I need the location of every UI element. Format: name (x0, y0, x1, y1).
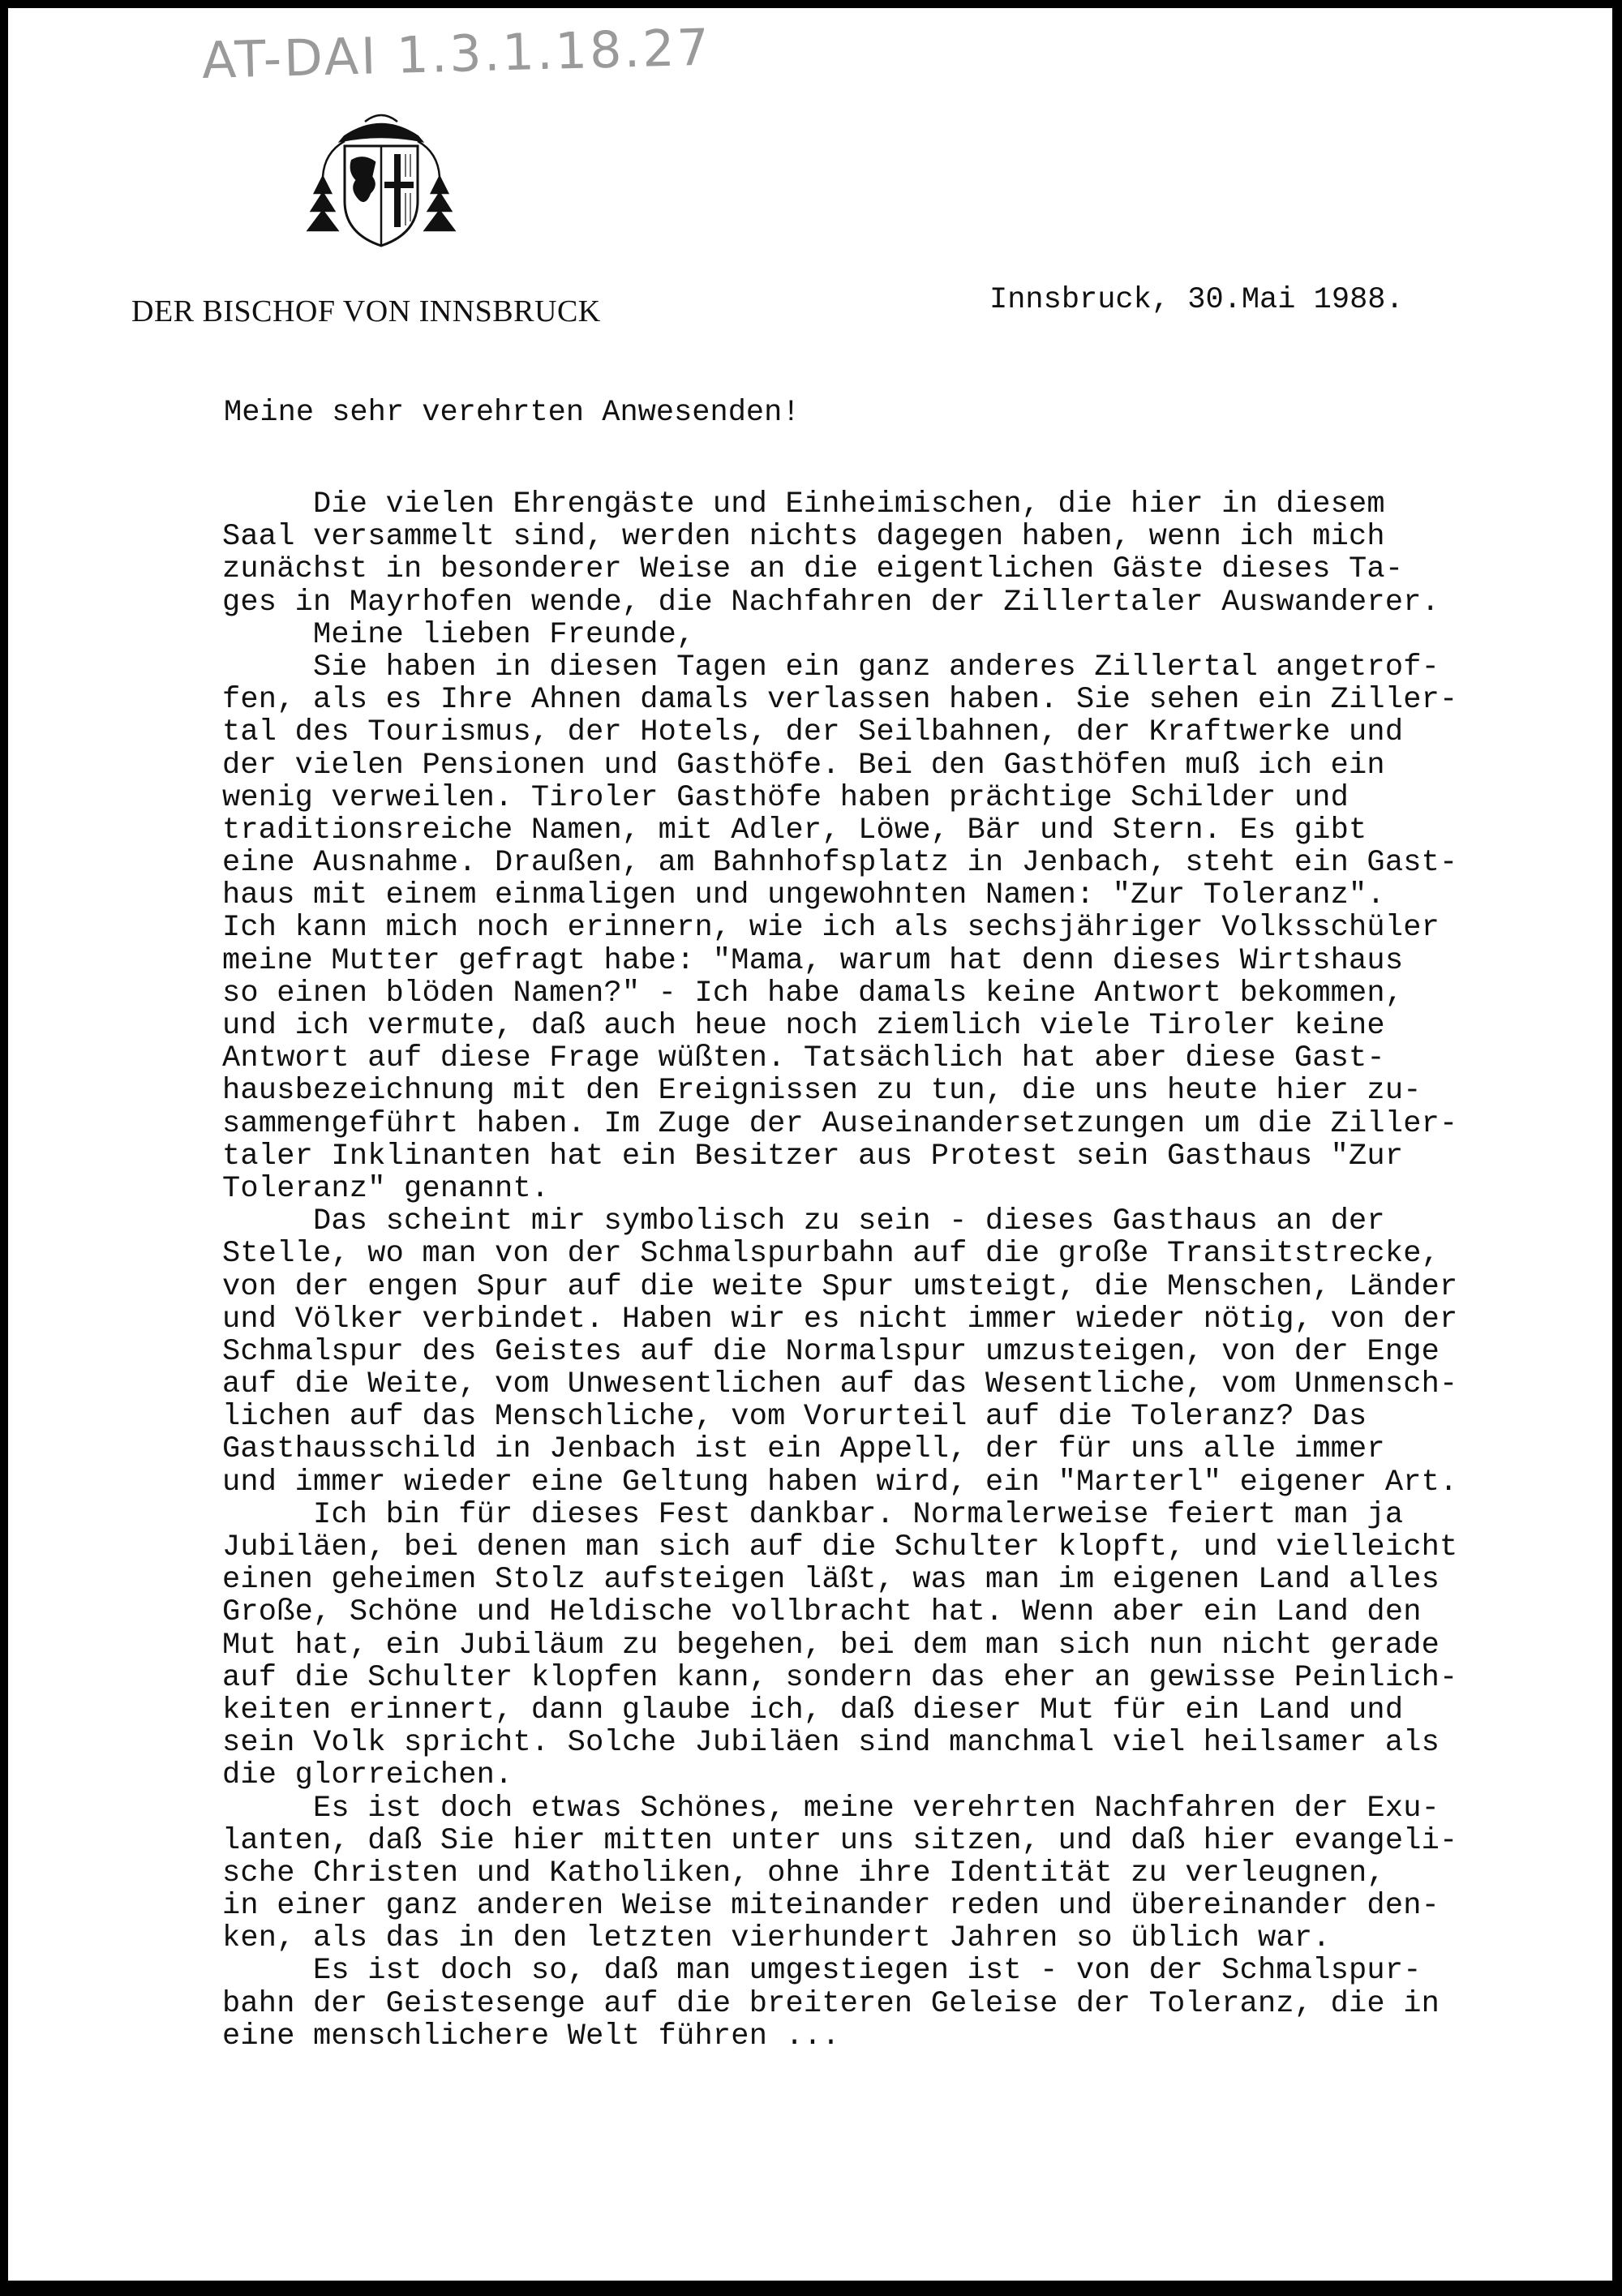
body-line: die glorreichen. (222, 1758, 513, 1793)
body-line: Sie haben in diesen Tagen ein ganz anderes Zillertal angetrof- (313, 650, 1440, 685)
body-line: lichen auf das Menschliche, vom Vorurteil auf die Toleranz? Das (222, 1400, 1367, 1435)
body-line: Jubiläen, bei denen man sich auf die Schulter klopft, und vielleicht (222, 1530, 1458, 1564)
body-line: Mut hat, ein Jubiläum zu begehen, bei dem man sich nun nicht gerade (222, 1628, 1440, 1663)
body-line: meine Mutter gefragt habe: "Mama, warum hat denn dieses Wirtshaus (222, 943, 1404, 978)
body-line: Toleranz" genannt. (222, 1171, 550, 1206)
body-line: ken, als das in den letzten vierhundert Jahren so üblich war. (222, 1921, 1331, 1956)
body-line: ges in Mayrhofen wende, die Nachfahren der Zillertaler Auswanderer. (222, 585, 1440, 620)
body-line: Ich kann mich noch erinnern, wie ich als sechsjähriger Volksschüler (222, 911, 1440, 946)
body-line: tal des Tourismus, der Hotels, der Seilbahnen, der Kraftwerke und (222, 715, 1404, 750)
body-line: Saal versammelt sind, werden nichts dagegen haben, wenn ich mich (222, 520, 1385, 555)
body-line: sche Christen und Katholiken, ohne ihre Identität zu verleugnen, (222, 1856, 1385, 1890)
body-line: Gasthausschild in Jenbach ist ein Appell, der für uns alle immer (222, 1432, 1385, 1467)
body-line: hausbezeichnung mit den Ereignissen zu tun, die uns heute hier zu- (222, 1074, 1422, 1109)
archive-signature-stamp: AT-DAI 1.3.1.18.27 (201, 17, 712, 90)
body-line: Es ist doch so, daß man umgestiegen ist - von der Schmalspur- (313, 1954, 1422, 1989)
body-line: taler Inklinanten hat ein Besitzer aus Protest sein Gasthaus "Zur (222, 1139, 1404, 1174)
body-line: Das scheint mir symbolisch zu sein - dieses Gasthaus an der (313, 1204, 1385, 1239)
body-line: Die vielen Ehrengäste und Einheimischen, die hier in diesem (313, 487, 1385, 521)
body-line: einen geheimen Stolz aufsteigen läßt, was man im eigenen Land alles (222, 1563, 1440, 1598)
letter-body (222, 488, 1552, 2053)
body-line: Schmalspur des Geistes auf die Normalspur umzusteigen, von der Enge (222, 1334, 1440, 1369)
body-line: eine Ausnahme. Draußen, am Bahnhofsplatz in Jenbach, steht ein Gast- (222, 846, 1458, 881)
body-line: fen, als es Ihre Ahnen damals verlassen haben. Sie sehen ein Ziller- (222, 683, 1458, 718)
letter-page (8, 8, 1612, 2281)
body-line: sammengeführt haben. Im Zuge der Auseinandersetzungen um die Ziller- (222, 1106, 1458, 1141)
body-line: Meine lieben Freunde, (313, 617, 695, 652)
body-line: eine menschlichere Welt führen ... (222, 2019, 840, 2054)
body-line: so einen blöden Namen?" - Ich habe damals keine Antwort bekommen, (222, 976, 1404, 1011)
letter-date: Innsbruck, 30.Mai 1988. (989, 283, 1404, 317)
body-line: Ich bin für dieses Fest dankbar. Normalerweise feiert man ja (313, 1497, 1404, 1532)
body-line: und Völker verbindet. Haben wir es nicht immer wieder nötig, von der (222, 1302, 1458, 1337)
body-line: Antwort auf diese Frage wüßten. Tatsächlich hat aber diese Gast- (222, 1041, 1385, 1076)
body-line: Es ist doch etwas Schönes, meine verehrten Nachfahren der Exu- (313, 1791, 1440, 1826)
body-line: Stelle, wo man von der Schmalspurbahn auf die große Transitstrecke, (222, 1237, 1440, 1272)
body-line: zunächst in besonderer Weise an die eigentlichen Gäste dieses Ta- (222, 552, 1404, 587)
body-line: von der engen Spur auf die weite Spur umsteigt, die Menschen, Länder (222, 1269, 1458, 1304)
body-line: haus mit einem einmaligen und ungewohnten Namen: "Zur Toleranz". (222, 878, 1385, 913)
body-line: auf die Weite, vom Unwesentlichen auf das Wesentliche, vom Unmensch- (222, 1367, 1458, 1402)
body-line: der vielen Pensionen und Gasthöfe. Bei den Gasthöfen muß ich ein (222, 748, 1385, 783)
salutation: Meine sehr verehrten Anwesenden! (224, 396, 800, 430)
body-line: wenig verweilen. Tiroler Gasthöfe haben prächtige Schilder und (222, 780, 1350, 815)
body-line: in einer ganz anderen Weise miteinander reden und übereinander den- (222, 1889, 1440, 1924)
body-line: lanten, daß Sie hier mitten unter uns sitzen, und daß hier evangeli- (222, 1823, 1458, 1858)
body-line: bahn der Geistesenge auf die breiteren Geleise der Toleranz, die in (222, 1986, 1440, 2021)
body-line: Große, Schöne und Heldische vollbracht hat. Wenn aber ein Land den (222, 1595, 1422, 1630)
body-line: traditionsreiche Namen, mit Adler, Löwe, Bär und Stern. Es gibt (222, 813, 1367, 848)
body-line: sein Volk spricht. Solche Jubiläen sind manchmal viel heilsamer als (222, 1726, 1440, 1761)
body-line: auf die Schulter klopfen kann, sondern das eher an gewisse Peinlich- (222, 1660, 1458, 1695)
body-line: und ich vermute, daß auch heue noch ziemlich viele Tiroler keine (222, 1009, 1385, 1043)
body-line: keiten erinnert, dann glaube ich, daß dieser Mut für ein Land und (222, 1693, 1404, 1727)
episcopal-coat-of-arms (300, 104, 462, 282)
body-line: und immer wieder eine Geltung haben wird, ein "Marterl" eigener Art. (222, 1465, 1458, 1500)
letterhead-sender: DER BISCHOF VON INNSBRUCK (131, 294, 601, 328)
